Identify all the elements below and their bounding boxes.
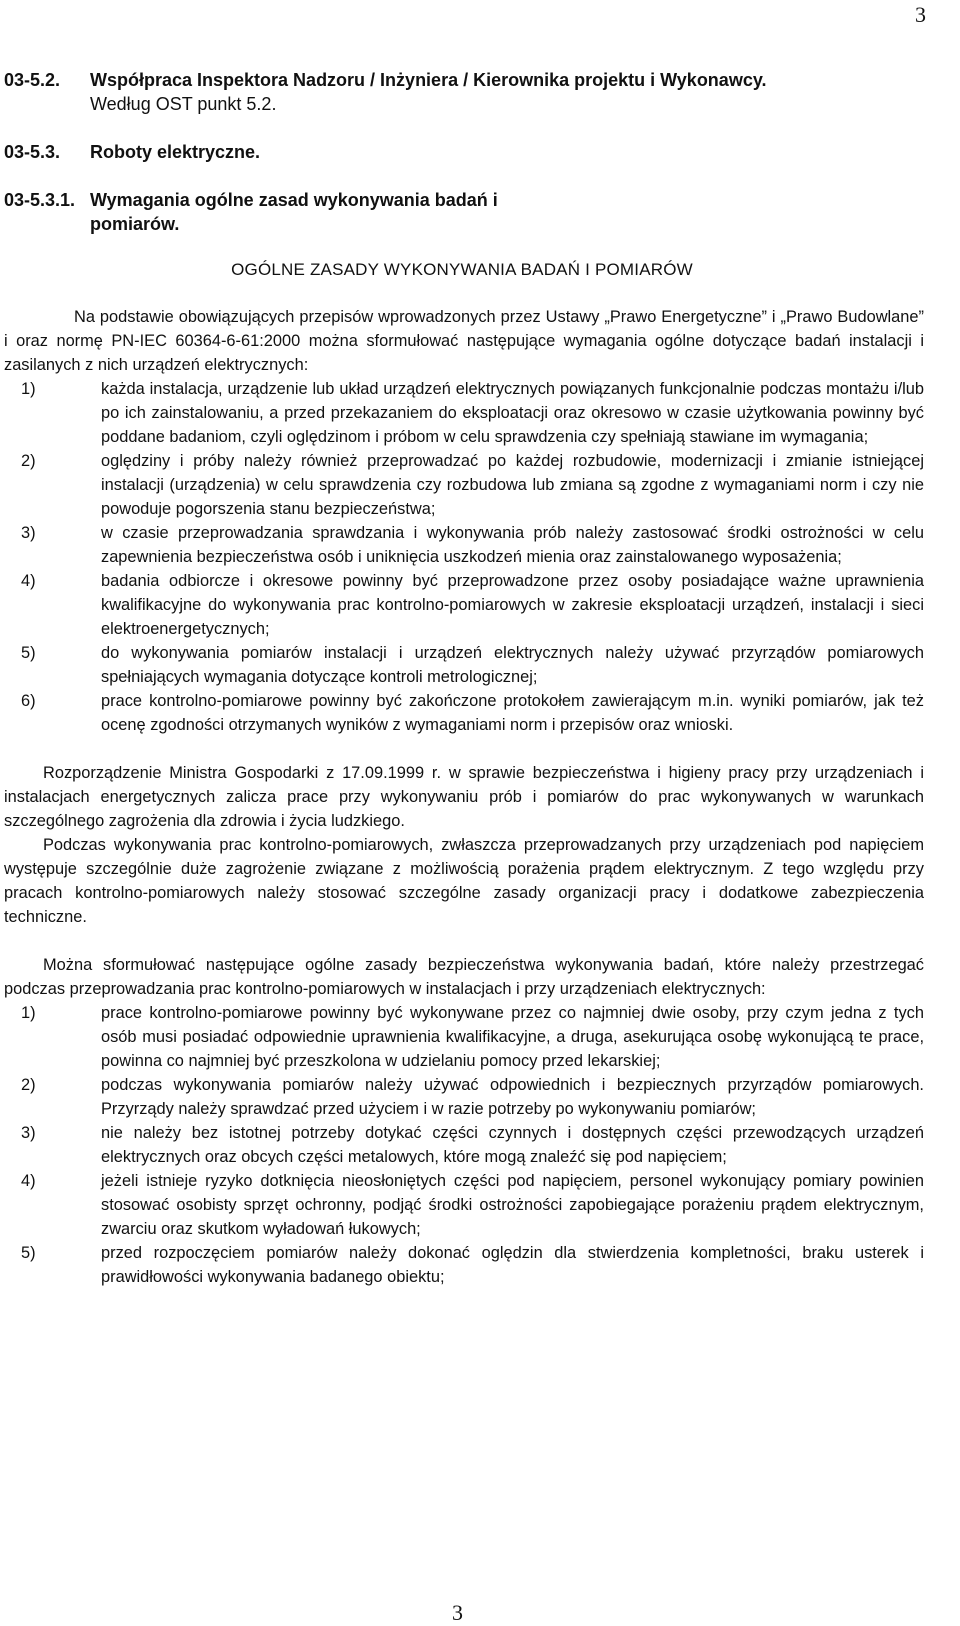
section-caption: OGÓLNE ZASADY WYKONYWANIA BADAŃ I POMIARÓW bbox=[231, 260, 693, 279]
list-item: 1) prace kontrolno-pomiarowe powinny być wykonywane przez co najmniej dwie osoby, przy czym jedna z tych osób musi posiadać odpowiednie uprawnienia kwalifikacyjne, a druga, asekurująca osobę wykonującą te prace, powinna co najmniej być przeszkolona w udzielaniu pomocy przed lekarskiej; bbox=[21, 1004, 924, 1070]
regulation-paragraph: Rozporządzenie Ministra Gospodarki z 17.09.1999 r. w sprawie bezpieczeństwa i higieny pracy przy urządzeniach i instalacjach energetycznych zalicza prace przy wykonywaniu prób i pomiarów do prac wykonywanych w warunkach szczególnego zagrożenia dla zdrowia i życia ludzkiego. bbox=[4, 764, 924, 830]
heading-subtext: Według OST punkt 5.2. bbox=[90, 94, 277, 114]
list-item: 3) nie należy bez istotnej potrzeby dotykać części czynnych i dostępnych części przewodzących urządzeń elektrycznych oraz obcych części metalowych, które mogą znaleźć się pod napięciem; bbox=[21, 1124, 924, 1166]
list-item: 6) prace kontrolno-pomiarowe powinny być zakończone protokołem zawierającym m.in. wyniki pomiarów, jak też ocenę zgodności otrzymanych wyników z wymaganiami norm i przepisów oraz wnioski. bbox=[21, 692, 924, 734]
list-item: 4) jeżeli istnieje ryzyko dotknięcia nieosłoniętych części pod napięciem, personel wykonujący pomiary powinien stosować osobisty sprzęt ochronny, podjąć środki ostrożności zapobiegające porażeniu prądem elektrycznym, zwarciu oraz skutkom wyładowań łukowych; bbox=[21, 1172, 924, 1238]
safety-rules-paragraph: Można sformułować następujące ogólne zasady bezpieczeństwa wykonywania badań, które należy przestrzegać podczas przeprowadzania prac kontrolno-pomiarowych w instalacjach i przy urządzeniach elektrycznych: bbox=[4, 956, 924, 998]
heading-text: Roboty elektryczne. bbox=[90, 142, 261, 162]
page-number-top: 3 bbox=[915, 2, 926, 27]
list-item: 4) badania odbiorcze i okresowe powinny być przeprowadzone przez osoby posiadające ważne uprawnienia kwalifikacyjne do wykonywania prac kontrolno-pomiarowych w zakresie eksploatacji urządzeń, instalacji i sieci elektroenergetycznych; bbox=[21, 572, 924, 638]
list-item: 2) oględziny i próby należy również przeprowadzać po każdej rozbudowie, modernizacji i zmianie istniejącej instalacji (urządzenia) w celu sprawdzenia czy rozbudowa lub zmiana są zgodne z wymaganiami norm i czy nie powoduje pogorszenia stanu bezpieczeństwa; bbox=[21, 452, 924, 518]
spacer bbox=[4, 929, 924, 953]
safety-rules-list bbox=[4, 1001, 924, 1289]
heading-03-5-3-1 bbox=[4, 188, 924, 236]
spacer bbox=[4, 737, 924, 761]
list-item: 5) przed rozpoczęciem pomiarów należy dokonać oględzin dla stwierdzenia kompletności, braku usterek i prawidłowości wykonywania badanego obiektu; bbox=[21, 1244, 924, 1286]
section-headings bbox=[4, 68, 924, 236]
heading-text: Wymagania ogólne zasad wykonywania badań i pomiarów. bbox=[90, 190, 498, 234]
document-body bbox=[4, 305, 924, 1289]
heading-text: Współpraca Inspektora Nadzoru / Inżyniera / Kierownika projektu i Wykonawcy. bbox=[90, 70, 767, 90]
heading-number: 03-5.2. bbox=[4, 70, 61, 90]
heading-03-5-3 bbox=[4, 140, 924, 164]
heading-number: 03-5.3.1. bbox=[4, 190, 76, 210]
hazard-paragraph: Podczas wykonywania prac kontrolno-pomiarowych, zwłaszcza przeprowadzanych przy urządzeniach pod napięciem występuje szczególnie duże zagrożenie związane z możliwością porażenia prądem elektrycznym. Z tego względu przy pracach kontrolno-pomiarowych należy stosować szczególne zasady organizacji pracy i dodatkowe zabezpieczenia techniczne. bbox=[4, 836, 924, 926]
page-number-bottom: 3 bbox=[452, 1600, 463, 1625]
heading-number: 03-5.3. bbox=[4, 142, 61, 162]
list-item: 1) każda instalacja, urządzenie lub układ urządzeń elektrycznych powiązanych funkcjonalnie podczas montażu i/lub po ich zainstalowaniu, a przed przekazaniem do eksploatacji oraz okresowo w czasie użytkowania powinny być poddane badaniom, czyli oględzinom i próbom w celu sprawdzenia czy spełniają stawiane im wymagania; bbox=[21, 380, 924, 446]
intro-paragraph: Na podstawie obowiązujących przepisów wprowadzonych przez Ustawy „Prawo Energetyczne” i „Prawo Budowlane” i oraz normę PN-IEC 60364-6-61:2000 można sformułować następujące wymagania ogólne dotyczące badań instalacji i zasilanych z nich urządzeń elektrycznych: bbox=[4, 308, 924, 374]
list-item: 2) podczas wykonywania pomiarów należy używać odpowiednich i bezpiecznych przyrządów pomiarowych. Przyrządy należy sprawdzać przed użyciem i w razie potrzeby po wykonywaniu pomiarów; bbox=[21, 1076, 924, 1118]
list-item: 5) do wykonywania pomiarów instalacji i urządzeń elektrycznych należy używać przyrządów pomiarowych spełniających wymagania dotyczące kontroli metrologicznej; bbox=[21, 644, 924, 686]
requirements-list bbox=[4, 377, 924, 737]
heading-03-5-2 bbox=[4, 68, 924, 116]
list-item: 3) w czasie przeprowadzania sprawdzania i wykonywania prób należy zastosować środki ostrożności w celu zapewnienia bezpieczeństwa osób i uniknięcia uszkodzeń mienia oraz zainstalowanego wyposażenia; bbox=[21, 524, 924, 566]
